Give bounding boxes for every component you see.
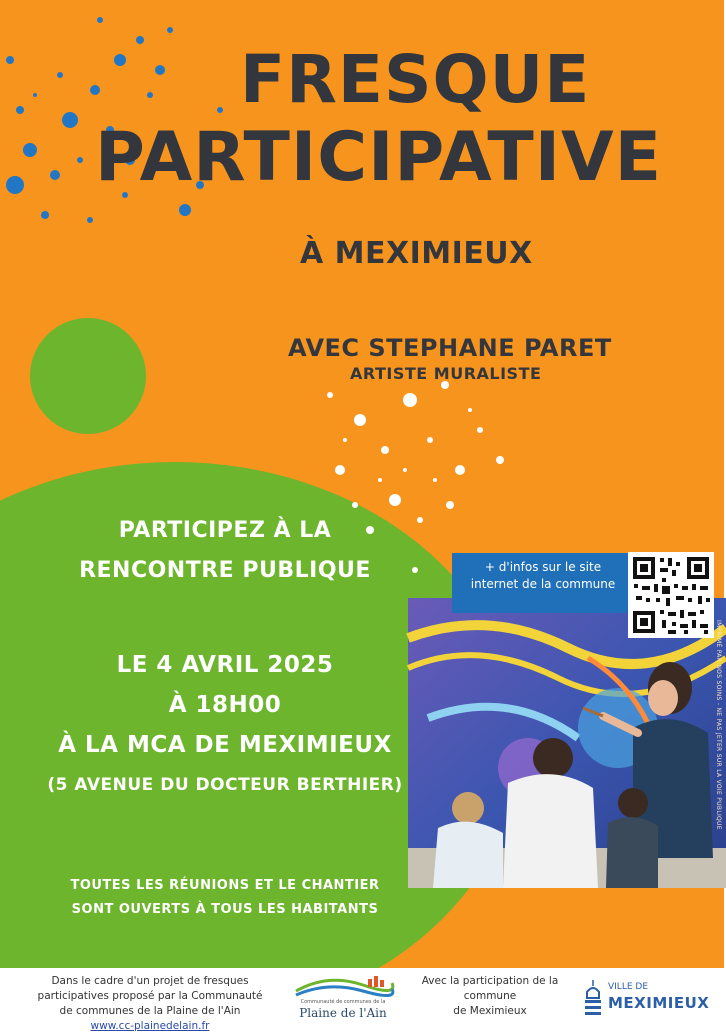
- info-banner: [452, 553, 634, 613]
- website-link[interactable]: www.cc-plainedelain.fr: [90, 1020, 210, 1032]
- plaine-logo-name: Plaine de l'Ain: [299, 1006, 387, 1020]
- artist-name: AVEC STEPHANE PARET: [288, 334, 612, 362]
- info-banner-line-1: + d'infos sur le site: [484, 560, 602, 574]
- ville-logo-small: VILLE DE: [608, 982, 649, 992]
- plaine-logo-small: Communauté de communes de la: [300, 999, 386, 1005]
- footer: [0, 968, 724, 1032]
- description-line-1: Dans le cadre d'un projet de fresques: [51, 975, 249, 987]
- invite-line-1: PARTICIPEZ À LA: [118, 518, 332, 543]
- participation-note: [410, 974, 570, 1019]
- info-banner-line-2: internet de la commune: [470, 577, 616, 591]
- note-line-2: SONT OUVERTS À TOUS LES HABITANTS: [71, 902, 379, 917]
- location-subtitle: À MEXIMIEUX: [300, 236, 533, 271]
- description-line-2: participatives proposé par la Communauté: [37, 990, 263, 1002]
- title-line-1: FRESQUE: [240, 41, 591, 118]
- event-time: À 18H00: [168, 692, 282, 718]
- plaine-de-l-ain-logo: [288, 971, 398, 1023]
- invite-line-2: RENCONTRE PUBLIQUE: [79, 558, 371, 583]
- event-date: LE 4 AVRIL 2025: [116, 652, 334, 678]
- participation-line-1: Avec la participation de la: [421, 975, 559, 987]
- note-line-1: TOUTES LES RÉUNIONS ET LE CHANTIER: [70, 878, 380, 893]
- print-notice: IMPRIMÉ PAR NOS SOINS - NE PAS JETER SUR LA VOIE PUBLIQUE: [715, 620, 722, 830]
- participation-line-2: commune: [463, 990, 517, 1002]
- description-line-3: de communes de la Plaine de l'Ain: [59, 1005, 241, 1017]
- title-line-2: PARTICIPATIVE: [95, 118, 663, 197]
- project-description: [20, 974, 280, 1034]
- ville-logo-name: MEXIMIEUX: [608, 994, 710, 1012]
- ville-de-meximieux-logo: [582, 976, 710, 1020]
- town-hall-icon: [582, 978, 604, 1018]
- participation-line-3: de Meximieux: [453, 1005, 527, 1017]
- event-address: (5 AVENUE DU DOCTEUR BERTHIER): [47, 775, 403, 795]
- artist-role: ARTISTE MURALISTE: [350, 364, 542, 383]
- event-venue: À LA MCA DE MEXIMIEUX: [58, 732, 392, 758]
- mural-photo: [408, 598, 726, 888]
